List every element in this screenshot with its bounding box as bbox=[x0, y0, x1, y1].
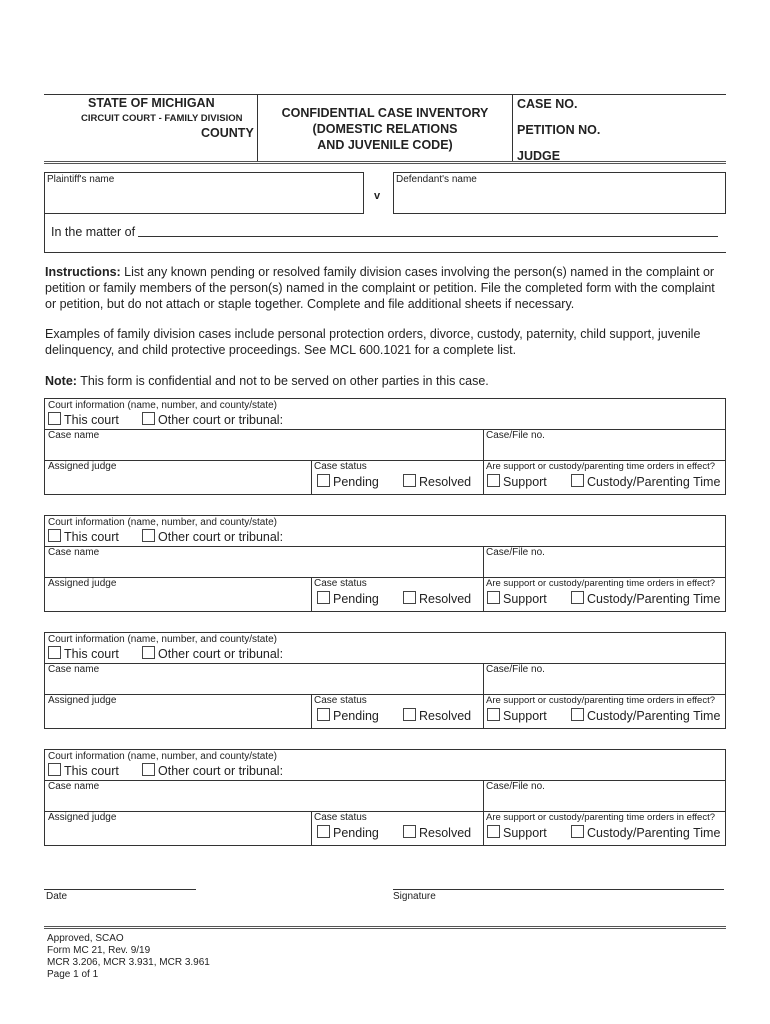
support-checkbox[interactable] bbox=[487, 825, 547, 840]
other-court-label: Other court or tribunal: bbox=[158, 764, 284, 778]
this-court-checkbox[interactable] bbox=[48, 412, 119, 427]
row-divider bbox=[311, 577, 312, 611]
date-line[interactable] bbox=[44, 889, 196, 890]
checkbox-icon bbox=[571, 825, 584, 838]
custody-checkbox[interactable] bbox=[571, 474, 720, 489]
checkbox-icon bbox=[142, 646, 155, 659]
checkbox-icon bbox=[403, 708, 416, 721]
checkbox-icon bbox=[48, 763, 61, 776]
state-name: STATE OF MICHIGAN bbox=[88, 96, 215, 110]
signature-label: Signature bbox=[393, 891, 436, 902]
row-divider bbox=[483, 811, 484, 845]
checkbox-icon bbox=[571, 708, 584, 721]
case-file-no-label: Case/File no. bbox=[486, 430, 545, 441]
petition-no-label: PETITION NO. bbox=[517, 123, 601, 137]
checkbox-icon bbox=[403, 591, 416, 604]
pending-checkbox[interactable] bbox=[317, 708, 379, 723]
note-paragraph bbox=[45, 373, 727, 389]
pending-label: Pending bbox=[333, 826, 379, 840]
case-status-label: Case status bbox=[314, 695, 367, 706]
row-divider bbox=[483, 460, 484, 494]
case-status-label: Case status bbox=[314, 578, 367, 589]
resolved-checkbox[interactable] bbox=[403, 825, 471, 840]
support-checkbox[interactable] bbox=[487, 591, 547, 606]
status-row bbox=[45, 694, 725, 728]
checkbox-icon bbox=[142, 529, 155, 542]
this-court-checkbox[interactable] bbox=[48, 646, 119, 661]
custody-label: Custody/Parenting Time bbox=[587, 475, 721, 489]
case-name-row bbox=[45, 546, 725, 578]
row-divider bbox=[483, 429, 484, 460]
case-name-label: Case name bbox=[48, 547, 100, 558]
this-court-label: This court bbox=[64, 413, 119, 427]
resolved-checkbox[interactable] bbox=[403, 591, 471, 606]
header-top-rule bbox=[44, 94, 726, 95]
instructions-text: List any known pending or resolved family division cases involving the person(s) named in the complaint or petition or family members of the person(s) named in the complaint or petition. File the completed form with the complaint or petition, but do not attach or staple together. Complete and file additional sheets if necessary. bbox=[45, 265, 715, 311]
row-divider bbox=[483, 663, 484, 694]
court-info-label: Court information (name, number, and county/state) bbox=[48, 517, 278, 528]
row-divider bbox=[483, 780, 484, 811]
checkbox-icon bbox=[317, 825, 330, 838]
resolved-checkbox[interactable] bbox=[403, 474, 471, 489]
footer-rules: MCR 3.206, MCR 3.931, MCR 3.961 bbox=[47, 957, 210, 968]
note-label: Note: bbox=[45, 374, 77, 388]
header-bottom-rule bbox=[44, 161, 726, 164]
pending-checkbox[interactable] bbox=[317, 474, 379, 489]
checkbox-icon bbox=[142, 763, 155, 776]
custody-checkbox[interactable] bbox=[571, 591, 720, 606]
checkbox-icon bbox=[487, 474, 500, 487]
matter-label: In the matter of bbox=[51, 225, 136, 239]
custody-label: Custody/Parenting Time bbox=[587, 826, 721, 840]
this-court-label: This court bbox=[64, 764, 119, 778]
checkbox-icon bbox=[48, 529, 61, 542]
header-divider-right bbox=[512, 94, 513, 162]
pending-label: Pending bbox=[333, 592, 379, 606]
court-info-row[interactable] bbox=[45, 633, 725, 664]
other-court-checkbox[interactable] bbox=[142, 646, 283, 661]
assigned-judge-label: Assigned judge bbox=[48, 695, 117, 706]
checkbox-icon bbox=[487, 825, 500, 838]
other-court-label: Other court or tribunal: bbox=[158, 530, 284, 544]
this-court-checkbox[interactable] bbox=[48, 763, 119, 778]
status-row bbox=[45, 460, 725, 494]
pending-checkbox[interactable] bbox=[317, 591, 379, 606]
row-divider bbox=[311, 694, 312, 728]
court-info-row[interactable] bbox=[45, 399, 725, 430]
status-row bbox=[45, 577, 725, 611]
court-info-label: Court information (name, number, and county/state) bbox=[48, 751, 278, 762]
checkbox-icon bbox=[317, 591, 330, 604]
assigned-judge-label: Assigned judge bbox=[48, 812, 117, 823]
case-file-no-label: Case/File no. bbox=[486, 664, 545, 675]
support-label: Support bbox=[503, 475, 547, 489]
other-court-checkbox[interactable] bbox=[142, 412, 283, 427]
instructions-label: Instructions: bbox=[45, 265, 121, 279]
court-info-row[interactable] bbox=[45, 750, 725, 781]
case-block-2 bbox=[44, 515, 726, 612]
checkbox-icon bbox=[142, 412, 155, 425]
checkbox-icon bbox=[317, 708, 330, 721]
support-checkbox[interactable] bbox=[487, 474, 547, 489]
plaintiff-label: Plaintiff's name bbox=[47, 174, 115, 185]
case-name-label: Case name bbox=[48, 664, 100, 675]
pending-label: Pending bbox=[333, 709, 379, 723]
resolved-label: Resolved bbox=[419, 826, 472, 840]
checkbox-icon bbox=[403, 825, 416, 838]
footer-rule bbox=[44, 926, 726, 929]
row-divider bbox=[483, 577, 484, 611]
defendant-label: Defendant's name bbox=[396, 174, 477, 185]
orders-question-label: Are support or custody/parenting time orders in effect? bbox=[486, 461, 716, 472]
examples-paragraph: Examples of family division cases include personal protection orders, divorce, custody, paternity, child support, juvenile delinquency, and child protective proceedings. See MCL 600.1021 for a complete list. bbox=[45, 327, 701, 357]
case-status-label: Case status bbox=[314, 812, 367, 823]
assigned-judge-label: Assigned judge bbox=[48, 578, 117, 589]
case-name-row bbox=[45, 429, 725, 461]
resolved-label: Resolved bbox=[419, 592, 472, 606]
other-court-checkbox[interactable] bbox=[142, 529, 283, 544]
matter-line[interactable] bbox=[138, 236, 718, 243]
checkbox-icon bbox=[317, 474, 330, 487]
judge-label: JUDGE bbox=[517, 149, 561, 163]
matter-box-bottom-rule bbox=[44, 252, 726, 253]
assigned-judge-label: Assigned judge bbox=[48, 461, 117, 472]
row-divider bbox=[483, 546, 484, 577]
custody-checkbox[interactable] bbox=[571, 708, 720, 723]
pending-label: Pending bbox=[333, 475, 379, 489]
case-name-label: Case name bbox=[48, 430, 100, 441]
note-text: This form is confidential and not to be served on other parties in this case. bbox=[76, 374, 489, 388]
other-court-checkbox[interactable] bbox=[142, 763, 283, 778]
checkbox-icon bbox=[48, 646, 61, 659]
case-block-3 bbox=[44, 632, 726, 729]
resolved-label: Resolved bbox=[419, 475, 472, 489]
row-divider bbox=[311, 811, 312, 845]
court-info-label: Court information (name, number, and county/state) bbox=[48, 400, 278, 411]
matter-box-left-rule bbox=[44, 212, 45, 252]
this-court-label: This court bbox=[64, 530, 119, 544]
pending-checkbox[interactable] bbox=[317, 825, 379, 840]
orders-question-label: Are support or custody/parenting time orders in effect? bbox=[486, 578, 716, 589]
case-file-no-label: Case/File no. bbox=[486, 781, 545, 792]
form-title-2: (DOMESTIC RELATIONS bbox=[312, 122, 458, 136]
custody-label: Custody/Parenting Time bbox=[587, 592, 721, 606]
court-info-label: Court information (name, number, and county/state) bbox=[48, 634, 278, 645]
custody-label: Custody/Parenting Time bbox=[587, 709, 721, 723]
support-label: Support bbox=[503, 592, 547, 606]
case-status-label: Case status bbox=[314, 461, 367, 472]
support-checkbox[interactable] bbox=[487, 708, 547, 723]
custody-checkbox[interactable] bbox=[571, 825, 720, 840]
case-name-label: Case name bbox=[48, 781, 100, 792]
other-court-label: Other court or tribunal: bbox=[158, 413, 284, 427]
row-divider bbox=[311, 460, 312, 494]
footer-form: Form MC 21, Rev. 9/19 bbox=[47, 945, 151, 956]
case-block-1 bbox=[44, 398, 726, 495]
form-title-3: AND JUVENILE CODE) bbox=[317, 138, 453, 152]
orders-question-label: Are support or custody/parenting time orders in effect? bbox=[486, 695, 716, 706]
support-label: Support bbox=[503, 826, 547, 840]
case-name-row bbox=[45, 780, 725, 812]
orders-question-label: Are support or custody/parenting time orders in effect? bbox=[486, 812, 716, 823]
court-name: CIRCUIT COURT - FAMILY DIVISION bbox=[81, 113, 243, 124]
checkbox-icon bbox=[487, 591, 500, 604]
resolved-label: Resolved bbox=[419, 709, 472, 723]
court-info-row[interactable] bbox=[45, 516, 725, 547]
case-file-no-label: Case/File no. bbox=[486, 547, 545, 558]
signature-line[interactable] bbox=[393, 889, 724, 890]
case-block-4 bbox=[44, 749, 726, 846]
status-row bbox=[45, 811, 725, 845]
this-court-label: This court bbox=[64, 647, 119, 661]
checkbox-icon bbox=[48, 412, 61, 425]
checkbox-icon bbox=[403, 474, 416, 487]
checkbox-icon bbox=[571, 474, 584, 487]
case-no-label: CASE NO. bbox=[517, 97, 578, 111]
resolved-checkbox[interactable] bbox=[403, 708, 471, 723]
versus-label: v bbox=[374, 190, 381, 202]
date-label: Date bbox=[46, 891, 68, 902]
checkbox-icon bbox=[487, 708, 500, 721]
case-name-row bbox=[45, 663, 725, 695]
footer-page: Page 1 of 1 bbox=[47, 969, 99, 980]
other-court-label: Other court or tribunal: bbox=[158, 647, 284, 661]
instructions-paragraph bbox=[45, 264, 727, 312]
county-label: COUNTY bbox=[201, 126, 254, 140]
row-divider bbox=[483, 694, 484, 728]
support-label: Support bbox=[503, 709, 547, 723]
this-court-checkbox[interactable] bbox=[48, 529, 119, 544]
checkbox-icon bbox=[571, 591, 584, 604]
footer-approved: Approved, SCAO bbox=[47, 933, 124, 944]
form-title-1: CONFIDENTIAL CASE INVENTORY bbox=[281, 106, 489, 120]
